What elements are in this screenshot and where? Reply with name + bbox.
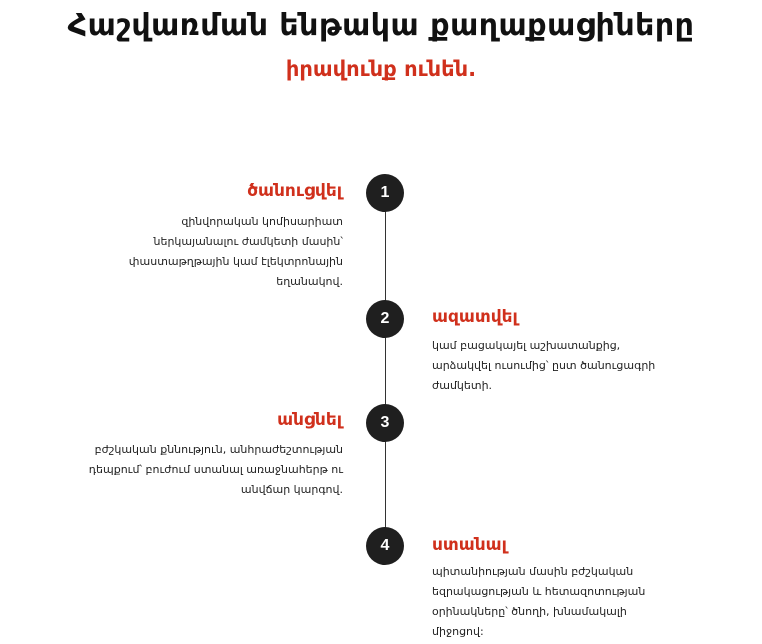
step-1-number: 1 [366,174,404,212]
step-4-heading: ստանալ [432,535,507,555]
step-2-text: կամ բացակայել աշխատանքից, արձակվել ուսումից՝ ըստ ծանուցագրի ժամկետի. [432,339,656,392]
step-2-heading: ազատվել [432,307,518,327]
page-title: Հաշվառման ենթակա քաղաքացիները [67,8,695,43]
step-4-text: պիտանիության մասին բժշկական եզրակացության և հետազոտության օրինակները՝ ծնողի, խնամակալի միջոցով: [432,565,646,638]
step-1-text: զինվորական կոմիսարիատ ներկայանալու ժամկետի մասին՝ փաստաթղթային կամ էլեկտրոնային եղանակով. [128,215,343,288]
step-2-number: 2 [366,300,404,338]
page-subtitle: իրավունք ունեն. [285,57,477,81]
step-3-text: բժշկական քննություն, անհրաժեշտության դեպքում՝ բուժում ստանալ առաջնահերթ ու անվճար կարգով. [88,443,343,496]
step-1-heading: ծանուցվել [247,181,342,201]
step-4-number: 4 [366,527,404,565]
step-3-heading: անցնել [277,410,342,430]
step-3-number: 3 [366,404,404,442]
timeline-line [385,193,386,546]
